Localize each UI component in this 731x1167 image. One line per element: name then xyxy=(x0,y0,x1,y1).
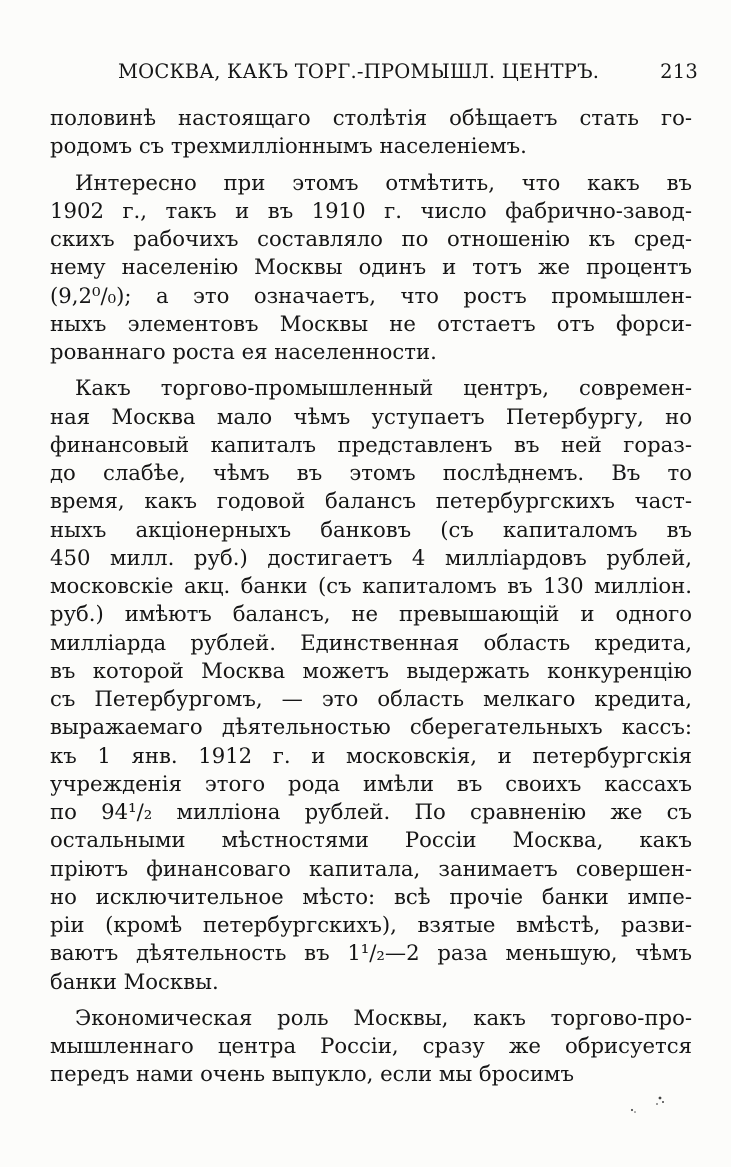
text-line: ная Москва мало чѣмъ уступаетъ Петербургу, но xyxy=(50,403,692,429)
text-line: по 94¹/₂ милліона рублей. По сравненію же съ xyxy=(50,799,692,824)
text-line: половинѣ настоящаго столѣтія обѣщаетъ стать го- xyxy=(50,105,692,130)
paragraph-gap xyxy=(50,996,692,1004)
text-line: родомъ съ трехмилліоннымъ населеніемъ. xyxy=(50,133,527,159)
paragraph xyxy=(50,169,692,367)
text-line: къ 1 янв. 1912 г. и московскія, и петербургскія xyxy=(50,742,692,768)
paragraph xyxy=(50,104,692,161)
text-line: время, какъ годовой балансъ петербургскихъ част- xyxy=(50,488,692,514)
text-line: ваютъ дѣятельность въ 1¹/₂—2 раза меньшую, чѣмъ xyxy=(50,940,692,966)
running-header xyxy=(118,56,698,88)
text-line: выражаемаго дѣятельностью сберегательныхъ кассъ: xyxy=(50,714,692,740)
text-line: нему населенію Москвы одинъ и тотъ же процентъ xyxy=(50,254,692,280)
text-line: Интересно при этомъ отмѣтить, что какъ въ xyxy=(75,169,692,195)
text-line: въ которой Москва можетъ выдержать конкуренцію xyxy=(50,657,692,683)
text-line: до слабѣе, чѣмъ въ этомъ послѣднемъ. Въ то xyxy=(50,460,692,485)
text-line: руб.) имѣютъ балансъ, не превышающій и одного xyxy=(50,601,692,627)
text-line: но исключительное мѣсто: всѣ прочіе банки импе- xyxy=(50,883,692,909)
text-line: остальными мѣстностями Россіи Москва, какъ xyxy=(50,827,692,853)
text-line: ріи (кромѣ петербургскихъ), взятые вмѣстѣ, разви- xyxy=(50,912,692,937)
text-line: рованнаго роста ея населенности. xyxy=(50,339,437,364)
text-line: финансовый капиталъ представленъ въ ней гораз- xyxy=(50,431,692,457)
text-line: учрежденія этого рода имѣли въ своихъ кассахъ xyxy=(50,770,692,796)
text-line: Экономическая роль Москвы, какъ торгово-про- xyxy=(75,1004,692,1030)
paragraph-gap xyxy=(50,161,692,169)
text-line: мышленнаго центра Россіи, сразу же обрисуется xyxy=(50,1033,692,1058)
text-line: ныхъ элементовъ Москвы не отстаетъ отъ форси- xyxy=(50,310,692,336)
text-line: съ Петербургомъ, — это область мелкаго кредита, xyxy=(50,686,692,711)
text-line: передъ нами очень выпукло, если мы бросимъ xyxy=(50,1061,574,1087)
text-line: (9,2⁰/₀); а это означаетъ, что ростъ промышлен- xyxy=(50,282,692,308)
paragraph xyxy=(50,1004,692,1089)
body-text xyxy=(50,104,692,1089)
text-line: скихъ рабочихъ составляло по отношенію къ сред- xyxy=(50,226,692,251)
text-line: милліарда рублей. Единственная область кредита, xyxy=(50,629,692,655)
paper-specks-decoration xyxy=(620,1090,680,1120)
page-number: 213 xyxy=(660,60,698,83)
text-line: Какъ торгово-промышленный центръ, современ- xyxy=(75,375,692,401)
text-line: 1902 г., такъ и въ 1910 г. число фабрично-завод- xyxy=(50,197,692,223)
text-line: ныхъ акціонерныхъ банковъ (съ капиталомъ въ xyxy=(50,516,692,542)
running-header-title: МОСКВА, КАКЪ ТОРГ.-ПРОМЫШЛ. ЦЕНТРЪ. xyxy=(118,60,600,83)
paragraph xyxy=(50,374,692,996)
text-line: банки Москвы. xyxy=(50,968,219,994)
paragraph-gap xyxy=(50,366,692,374)
text-line: пріютъ финансоваго капитала, занимаетъ совершен- xyxy=(50,855,692,881)
text-line: московскіе акц. банки (съ капиталомъ въ 130 милліон. xyxy=(50,573,692,598)
text-line: 450 милл. руб.) достигаетъ 4 милліардовъ рублей, xyxy=(50,544,692,570)
